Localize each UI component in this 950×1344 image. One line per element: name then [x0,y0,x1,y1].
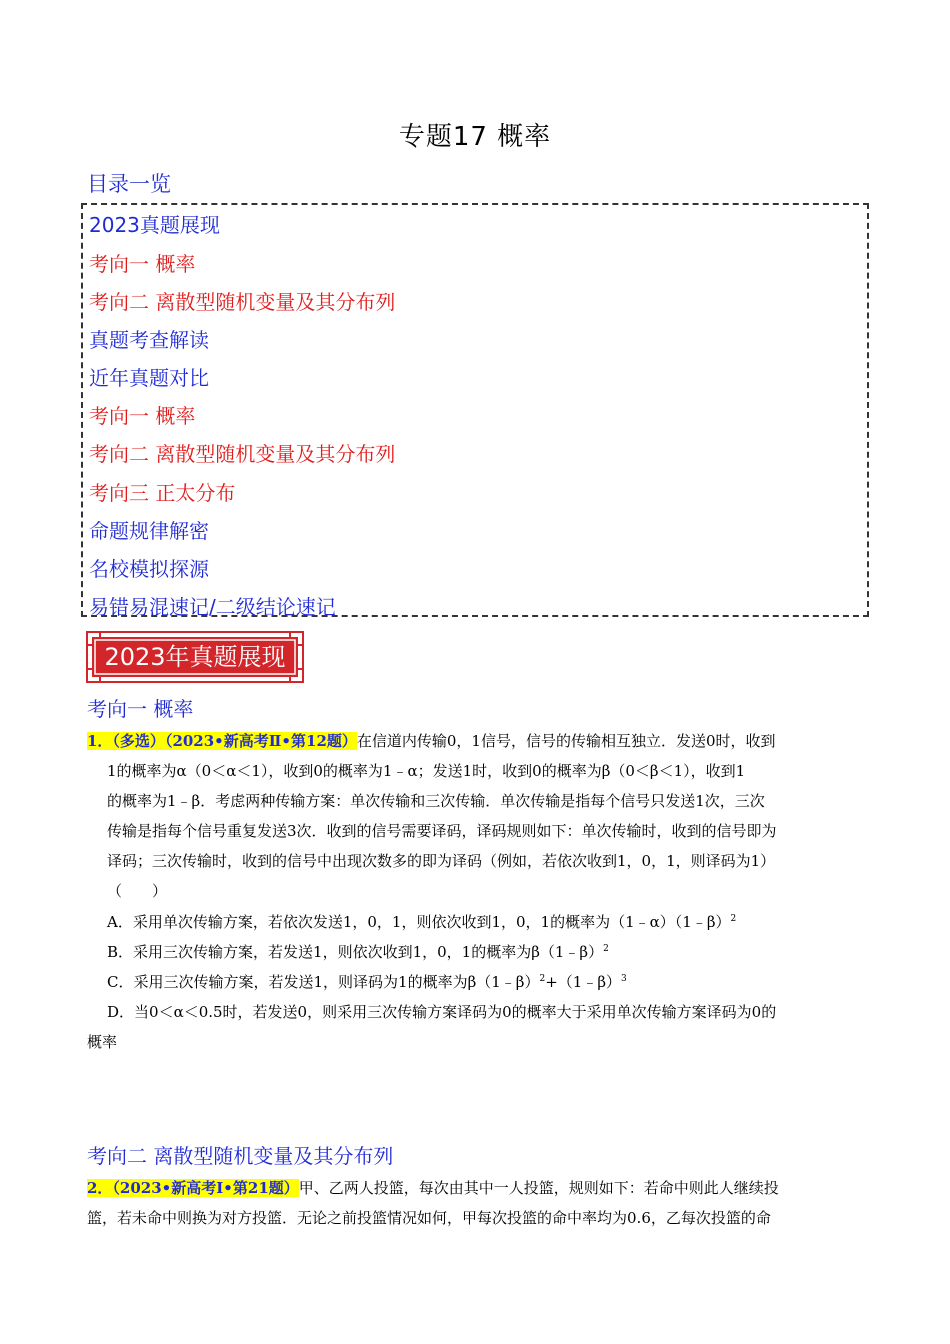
toc-item-topic2-discrete[interactable]: 考向二 离散型随机变量及其分布列 [89,290,396,314]
toc-item-patterns[interactable]: 命题规律解密 [89,519,209,543]
toc-item-recent-topic1[interactable]: 考向一 概率 [89,404,196,428]
q1-line-2: 1的概率为α（0＜α＜1），收到0的概率为1﹣α；发送1时，收到0的概率为β（0＜β＜1），收到1 [107,762,746,780]
q1-line-5: 译码；三次传输时，收到的信号中出现次数多的即为译码（例如，若依次收到1，0，1，则译码为1） [107,852,776,870]
q2-line-2: 篮，若未命中则换为对方投篮．无论之前投篮情况如何，甲每次投篮的命中率均为0.6，乙每次投篮的命 [87,1209,771,1227]
q1-option-d[interactable]: D．当0＜α＜0.5时，若发送0，则采用三次传输方案译码为0的概率大于采用单次传输方案译码为0的 [107,1003,777,1021]
q2-first-line: 2．（2023•新高考Ⅰ•第21题）甲、乙两人投篮，每次由其中一人投篮，规则如下：若命中则此人继续投 [87,1179,779,1197]
toc-item-recent-topic3[interactable]: 考向三 正太分布 [89,481,236,505]
q1-line-6: （ ） [107,882,168,900]
toc-item-2023-exams[interactable]: 2023真题展现 [89,213,220,237]
banner-text: 2023年真题展现 [104,643,286,671]
q1-first-line: 1．（多选）（2023•新高考Ⅱ•第12题）在信道内传输0，1信号，信号的传输相互独立．发送0时，收到 [87,732,776,750]
q1-option-b[interactable]: B．采用三次传输方案，若发送1，则依次收到1，0，1的概率为β（1﹣β）$^2$ [107,943,609,961]
toc-item-exam-analysis[interactable]: 真题考查解读 [89,328,209,352]
toc-item-topic1-probability[interactable]: 考向一 概率 [89,252,196,276]
toc-item-recent-topic2[interactable]: 考向二 离散型随机变量及其分布列 [89,442,396,466]
toc-item-mock-sources[interactable]: 名校模拟探源 [89,557,209,581]
section2-heading: 考向二 离散型随机变量及其分布列 [87,1144,394,1168]
toc-item-mistakes[interactable]: 易错易混速记/二级结论速记 [89,595,336,619]
toc-box [81,203,869,617]
q1-option-a[interactable]: A．采用单次传输方案，若依次发送1，0，1，则依次收到1，0，1的概率为（1﹣α）（1﹣β）$^2$ [107,913,737,931]
q1-option-c[interactable]: C．采用三次传输方案，若发送1，则译码为1的概率为β（1﹣β）$^2$+（1﹣β）$^3$ [107,973,627,991]
toc-heading: 目录一览 [87,172,171,196]
q1-tag: 1．（多选）（2023•新高考Ⅱ•第12题） [87,732,357,750]
section-banner [86,631,304,683]
q1-line-3: 的概率为1﹣β．考虑两种传输方案：单次传输和三次传输．单次传输是指每个信号只发送1次，三次 [107,792,765,810]
section1-heading: 考向一 概率 [87,697,194,721]
q1-option-d-cont: 概率 [87,1033,118,1051]
toc-item-recent-comparison[interactable]: 近年真题对比 [89,366,209,390]
q1-line-4: 传输是指每个信号重复发送3次．收到的信号需要译码，译码规则如下：单次传输时，收到的信号即为 [107,822,777,840]
q2-tag: 2．（2023•新高考Ⅰ•第21题） [87,1179,299,1197]
page-title: 专题17 概率 [398,122,552,152]
